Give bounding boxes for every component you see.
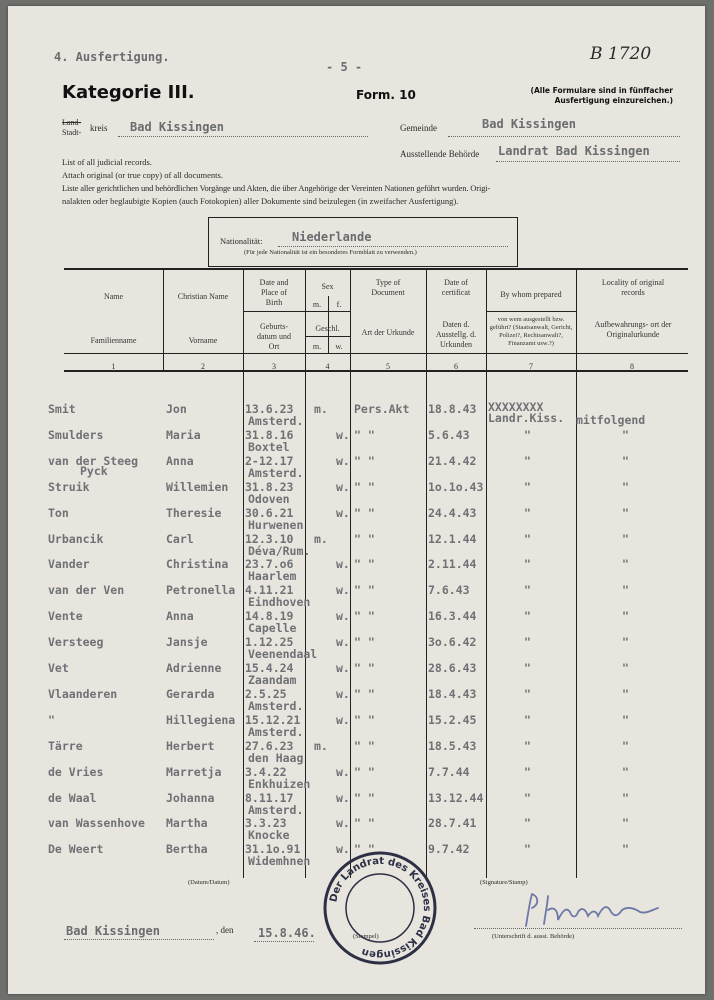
row-2-locality: " <box>622 453 629 468</box>
kreis-value: Bad Kissingen <box>130 120 224 134</box>
row-2-name-2: Pyck <box>80 463 108 478</box>
row-0-birth-place: Amsterd. <box>248 414 304 428</box>
svg-text:Der Landrat des Kreises Bad Ki: Der Landrat des Kreises Bad Kissingen <box>328 855 433 961</box>
row-15-locality: " <box>622 790 629 805</box>
row-10-issued-by: " <box>524 661 531 675</box>
row-17-birth-date: 31.1o.91 <box>245 842 301 857</box>
row-11-birth-place: Amsterd. <box>248 698 304 713</box>
row-0-issued-by: XXXXXXXX Landr.Kiss. <box>488 400 565 425</box>
col1-en: Name <box>103 292 124 301</box>
row-5-locality: " <box>622 531 629 546</box>
row-3-sex: w. <box>336 479 350 494</box>
sub-rule-sex <box>306 336 350 337</box>
row-6-sex: w. <box>336 557 350 572</box>
row-1-birth-date: 31.8.16 <box>245 427 294 442</box>
row-2-cert-date: 21.4.42 <box>428 453 477 468</box>
row-15-cert-date: 13.12.44 <box>428 790 484 805</box>
row-1-cert-date: 5.6.43 <box>428 427 470 442</box>
row-1-vorname: Maria <box>166 427 201 442</box>
row-11-birth-date: 2.5.25 <box>245 686 287 701</box>
row-7-doc-type: " " <box>354 583 375 598</box>
row-17-vorname: Bertha <box>166 842 208 857</box>
row-14-name: de Vries <box>48 764 104 779</box>
row-7-vorname: Petronella <box>166 583 236 598</box>
form-number: Form. 10 <box>356 88 416 102</box>
row-9-issued-by: " <box>524 635 531 650</box>
signature-caption: (Signature/Stamp) <box>480 879 528 886</box>
row-5-birth-place: Déva/Rum. <box>248 543 311 558</box>
row-7-issued-by: " <box>524 583 531 598</box>
row-0-sex: m. <box>314 402 328 416</box>
row-12-sex: w. <box>336 712 350 727</box>
row-3-vorname: Willemien <box>166 479 229 494</box>
row-5-vorname: Carl <box>166 531 194 546</box>
row-0-vorname: Jon <box>166 402 187 416</box>
official-stamp-icon <box>322 850 438 966</box>
row-15-issued-by: " <box>524 790 531 805</box>
row-15-doc-type: " " <box>354 790 375 805</box>
row-3-birth-place: Odoven <box>248 491 290 506</box>
col1-de: Familienname <box>90 336 137 345</box>
row-7-name: van der Ven <box>48 583 125 598</box>
row-0-doc-type: Pers.Akt <box>354 402 410 416</box>
row-4-birth-place: Hurwenen <box>248 517 304 532</box>
col4-en: Sex <box>321 282 334 291</box>
row-3-name: Struik <box>48 479 90 494</box>
row-15-sex: w. <box>336 790 350 805</box>
footer-den: , den <box>216 925 234 935</box>
row-4-sex: w. <box>336 505 350 520</box>
row-10-birth-place: Zaandam <box>248 673 297 687</box>
col3-de: Geburts- datum und Ort <box>257 322 291 351</box>
row-15-name: de Waal <box>48 790 97 805</box>
row-5-cert-date: 12.1.44 <box>428 531 477 546</box>
row-4-name: Ton <box>48 505 69 520</box>
row-14-birth-place: Enkhuizen <box>248 776 311 791</box>
instruction-line-4: nalakten oder beglaubigte Kopien (auch Fotokopien) aller Dokumente sind beizulegen (in zweifacher Ausfertigung). <box>62 196 459 206</box>
row-2-doc-type: " " <box>354 453 375 468</box>
col5-de: Art der Urkunde <box>361 328 415 337</box>
row-6-birth-place: Haarlem <box>248 569 297 584</box>
row-2-birth-date: 2-12.17 <box>245 453 294 468</box>
col2-en: Christian Name <box>177 292 229 301</box>
row-17-name: De Weert <box>48 842 104 857</box>
behoerde-label: Ausstellende Behörde <box>400 149 480 159</box>
col-divider-6 <box>486 268 487 878</box>
row-9-doc-type: " " <box>354 635 375 650</box>
col8-en: Locality of original records <box>601 278 665 297</box>
signature-icon <box>518 888 668 932</box>
row-13-name: Tärre <box>48 738 83 753</box>
col4-de: Geschl. <box>315 324 340 333</box>
row-9-cert-date: 3o.6.42 <box>428 635 477 650</box>
row-2-issued-by: " <box>524 453 531 468</box>
row-16-doc-type: " " <box>354 816 375 831</box>
row-12-cert-date: 15.2.45 <box>428 712 477 727</box>
row-15-vorname: Johanna <box>166 790 215 805</box>
kreis-label: kreis <box>90 123 108 133</box>
stadt-label: Stadt- <box>62 128 82 137</box>
row-9-vorname: Jansje <box>166 635 208 650</box>
row-7-sex: w. <box>336 583 350 598</box>
row-1-birth-place: Boxtel <box>248 439 290 454</box>
col4-sub-m: m. <box>312 300 322 309</box>
row-4-cert-date: 24.4.43 <box>428 505 477 520</box>
row-6-cert-date: 2.11.44 <box>428 557 477 572</box>
col4-sub-m2: m. <box>312 342 322 351</box>
row-12-name: " <box>48 712 55 727</box>
row-13-cert-date: 18.5.43 <box>428 738 477 753</box>
row-3-cert-date: 1o.1o.43 <box>428 479 484 494</box>
behoerde-dotted-line <box>496 161 680 162</box>
row-3-issued-by: " <box>524 479 531 494</box>
row-7-locality: " <box>622 583 629 598</box>
date-caption: (Datum/Datum) <box>188 879 230 886</box>
row-1-issued-by: " <box>524 427 531 442</box>
col5-num: 5 <box>386 362 390 371</box>
footer-date: 15.8.46. <box>258 926 316 940</box>
row-9-birth-place: Veenendaal <box>248 647 318 662</box>
nationality-label: Nationalität: <box>220 236 263 246</box>
row-0-cert-date: 18.8.43 <box>428 402 477 416</box>
row-8-doc-type: " " <box>354 609 375 624</box>
row-10-doc-type: " " <box>354 661 375 675</box>
row-9-sex: w. <box>336 635 350 650</box>
row-14-birth-date: 3.4.22 <box>245 764 287 779</box>
row-4-doc-type: " " <box>354 505 375 520</box>
row-13-doc-type: " " <box>354 738 375 753</box>
row-13-vorname: Herbert <box>166 738 215 753</box>
row-17-birth-place: Widemhnen <box>248 854 311 869</box>
row-0-birth-date: 13.6.23 <box>245 402 294 416</box>
row-6-birth-date: 23.7.o6 <box>245 557 294 572</box>
sub-rule-birth-sex <box>243 311 350 312</box>
row-14-doc-type: " " <box>354 764 375 779</box>
row-2-birth-place: Amsterd. <box>248 465 304 480</box>
row-12-doc-type: " " <box>354 712 375 727</box>
col-divider-2 <box>243 268 244 878</box>
row-13-birth-place: den Haag <box>248 750 304 765</box>
row-6-issued-by: " <box>524 557 531 572</box>
col8-num: 8 <box>630 362 634 371</box>
row-7-birth-date: 4.11.21 <box>245 583 294 598</box>
col3-en: Date and Place of Birth <box>259 278 289 307</box>
row-11-locality: " <box>622 686 629 701</box>
row-15-birth-place: Amsterd. <box>248 802 304 817</box>
row-17-doc-type: " " <box>354 842 375 857</box>
col6-en: Date of certificat <box>441 278 471 297</box>
nationality-note: (Für jede Nationalität ist ein besonderes Formblatt zu verwenden.) <box>244 249 417 256</box>
row-4-issued-by: " <box>524 505 531 520</box>
row-10-cert-date: 28.6.43 <box>428 661 477 675</box>
reference-number: B 1720 <box>590 44 652 64</box>
row-6-name: Vander <box>48 557 90 572</box>
row-13-locality: " <box>622 738 629 753</box>
behoerde-value: Landrat Bad Kissingen <box>498 144 650 158</box>
col2-num: 2 <box>201 362 205 371</box>
row-5-issued-by: " <box>524 531 531 546</box>
row-16-cert-date: 28.7.41 <box>428 816 477 831</box>
col8-de: Aufbewahrungs- ort der Originalurkunde <box>594 320 672 339</box>
kreis-dotted-line <box>118 136 368 137</box>
row-6-doc-type: " " <box>354 557 375 572</box>
row-3-birth-date: 31.8.23 <box>245 479 294 494</box>
col2-de: Vorname <box>188 336 218 345</box>
row-16-name: van Wassenhove <box>48 816 145 831</box>
signature-caption-2: (Unterschrift d. ausst. Behörde) <box>492 933 575 940</box>
col4-sub-w: w. <box>335 342 343 351</box>
instruction-line-1: List of all judicial records. <box>62 157 152 167</box>
row-7-cert-date: 7.6.43 <box>428 583 470 598</box>
col1-num: 1 <box>111 362 116 371</box>
row-16-birth-date: 3.3.23 <box>245 816 287 831</box>
col3-num: 3 <box>272 362 276 371</box>
row-12-birth-date: 15.12.21 <box>245 712 301 727</box>
row-13-sex: m. <box>314 738 328 753</box>
row-10-vorname: Adrienne <box>166 661 222 675</box>
row-17-issued-by: " <box>524 842 531 857</box>
row-8-sex: w. <box>336 609 350 624</box>
row-9-locality: " <box>622 635 629 650</box>
col6-num: 6 <box>454 362 458 371</box>
gemeinde-value: Bad Kissingen <box>482 117 576 131</box>
row-12-birth-place: Amsterd. <box>248 724 304 739</box>
row-6-vorname: Christina <box>166 557 229 572</box>
table-top-rule <box>64 268 688 270</box>
place-dotted-line <box>64 939 214 940</box>
row-14-sex: w. <box>336 764 350 779</box>
row-4-birth-date: 30.6.21 <box>245 505 294 520</box>
header-rule <box>64 353 688 354</box>
gemeinde-label: Gemeinde <box>400 123 437 133</box>
row-11-sex: w. <box>336 686 350 701</box>
row-6-locality: " <box>622 557 629 572</box>
row-10-birth-date: 15.4.24 <box>245 661 294 675</box>
row-11-issued-by: " <box>524 686 531 701</box>
col5-en: Type of Document <box>371 278 405 297</box>
col-divider-5 <box>426 268 427 878</box>
copy-note: 4. Ausfertigung. <box>54 50 170 64</box>
row-5-sex: m. <box>314 531 328 546</box>
footer-place: Bad Kissingen <box>66 924 160 938</box>
gemeinde-dotted-line <box>448 136 680 137</box>
row-5-name: Urbancik <box>48 531 104 546</box>
row-17-locality: " <box>622 842 629 857</box>
row-11-doc-type: " " <box>354 686 375 701</box>
instruction-line-2: Attach original (or true copy) of all documents. <box>62 170 223 180</box>
col-divider-1 <box>163 268 164 372</box>
row-11-cert-date: 18.4.43 <box>428 686 477 701</box>
row-12-vorname: Hillegiena <box>166 712 236 727</box>
row-14-locality: " <box>622 764 629 779</box>
row-12-issued-by: " <box>524 712 531 727</box>
row-1-sex: w. <box>336 427 350 442</box>
row-8-birth-date: 14.8.19 <box>245 609 294 624</box>
row-14-cert-date: 7.7.44 <box>428 764 470 779</box>
row-14-issued-by: " <box>524 764 531 779</box>
date-dotted-line <box>254 941 314 942</box>
row-10-locality: " <box>622 661 629 675</box>
row-10-name: Vet <box>48 661 69 675</box>
row-0-name: Smit <box>48 402 76 416</box>
row-15-birth-date: 8.11.17 <box>245 790 294 805</box>
stamp-caption: (Stempel) <box>353 933 379 940</box>
col7-num: 7 <box>529 362 533 371</box>
row-8-locality: " <box>622 609 629 624</box>
row-4-vorname: Theresie <box>166 505 222 520</box>
col4-num: 4 <box>325 362 330 371</box>
row-7-birth-place: Eindhoven <box>248 595 311 610</box>
col6-de: Daten d. Ausstellg. d. Urkunden <box>435 320 477 349</box>
row-11-name: Vlaanderen <box>48 686 118 701</box>
sub-rule-byw <box>486 311 576 312</box>
copies-note-1: (Alle Formulare sind in fünffacher <box>530 86 673 95</box>
col7-de: von wem ausgestellt bzw. geführt? (Staatsanwalt, Gericht, Polizei?, Rechtsanwalt?, Finanzamt usw.?) <box>489 316 573 347</box>
nationality-value: Niederlande <box>292 230 372 244</box>
row-12-locality: " <box>622 712 629 727</box>
row-3-doc-type: " " <box>354 479 375 494</box>
row-9-name: Versteeg <box>48 635 104 650</box>
row-16-birth-place: Knocke <box>248 828 290 843</box>
row-2-vorname: Anna <box>166 453 194 468</box>
col-divider-4 <box>350 268 351 878</box>
row-8-issued-by: " <box>524 609 531 624</box>
row-8-vorname: Anna <box>166 609 194 624</box>
row-14-vorname: Marretja <box>166 764 222 779</box>
land-label: Land- <box>62 118 82 127</box>
row-16-issued-by: " <box>524 816 531 831</box>
row-0-locality: mitfolgend <box>576 413 646 427</box>
row-17-sex: w. <box>336 842 350 857</box>
row-11-vorname: Gerarda <box>166 686 215 701</box>
row-1-doc-type: " " <box>354 427 375 442</box>
row-16-vorname: Martha <box>166 816 208 831</box>
row-1-locality: " <box>622 427 629 442</box>
document-page <box>8 6 705 994</box>
row-4-locality: " <box>622 505 629 520</box>
row-8-name: Vente <box>48 609 83 624</box>
row-17-cert-date: 9.7.42 <box>428 842 470 857</box>
row-13-birth-date: 27.6.23 <box>245 738 294 753</box>
col-divider-7 <box>576 268 577 878</box>
category-title: Kategorie III. <box>62 82 195 103</box>
page-number: - 5 - <box>326 60 363 74</box>
row-10-sex: w. <box>336 661 350 675</box>
row-13-issued-by: " <box>524 738 531 753</box>
col4-sub-f: f. <box>336 300 342 309</box>
row-16-sex: w. <box>336 816 350 831</box>
row-3-locality: " <box>622 479 629 494</box>
copies-note-2: Ausfertigung einzureichen.) <box>554 96 673 105</box>
nationality-dotted-line <box>278 246 508 247</box>
row-16-locality: " <box>622 816 629 831</box>
row-5-birth-date: 12.3.10 <box>245 531 294 546</box>
row-9-birth-date: 1.12.25 <box>245 635 294 650</box>
row-2-sex: w. <box>336 453 350 468</box>
row-2-name: van der Steeg <box>48 453 139 468</box>
row-5-doc-type: " " <box>354 531 375 546</box>
instruction-line-3: Liste aller gerichtlichen und behördlichen Vorgänge und Akten, die über Angehörige der Vereinten Nationen geführt wurden. Origi- <box>62 183 491 193</box>
row-8-cert-date: 16.3.44 <box>428 609 477 624</box>
row-1-name: Smulders <box>48 427 104 442</box>
col7-en: By whom prepared <box>500 290 562 299</box>
row-8-birth-place: Capelle <box>248 621 297 636</box>
